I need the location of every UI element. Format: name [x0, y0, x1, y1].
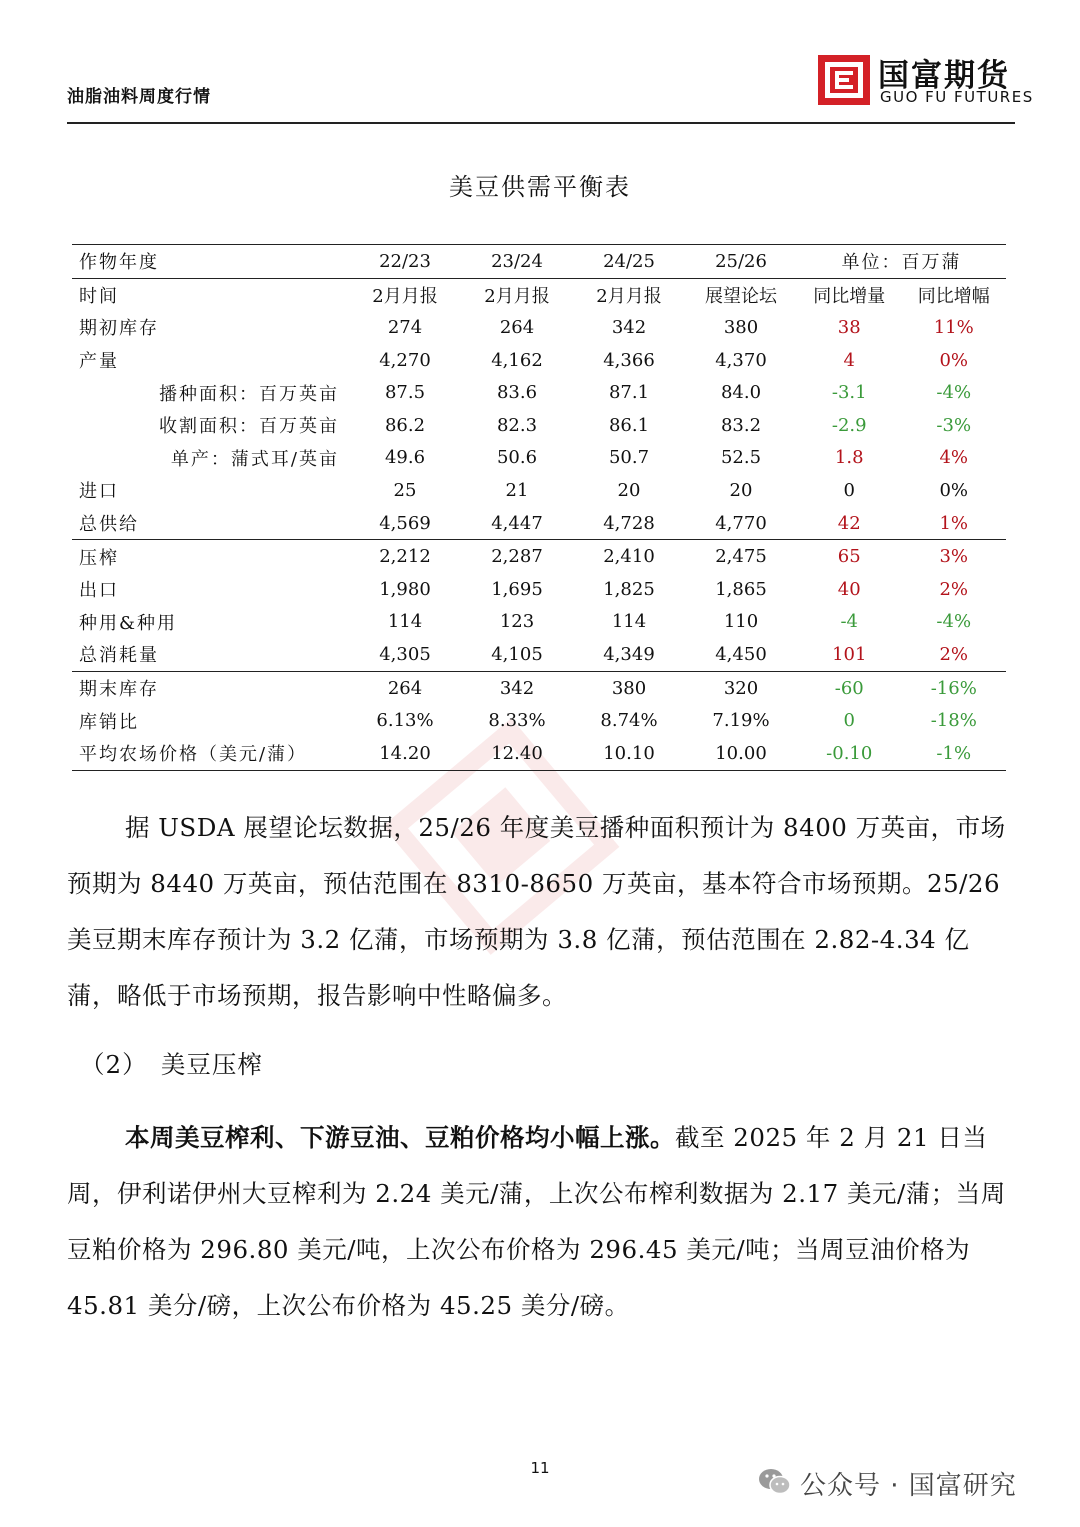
yoy-change: -2.9 [831, 414, 867, 436]
header-cell: 2月月报 [349, 278, 461, 311]
cell: 320 [685, 671, 797, 704]
header-cell: 23/24 [461, 245, 573, 279]
cell: 274 [387, 316, 423, 338]
cell: 25 [393, 479, 417, 501]
logo-company-name: 国富期货 [878, 58, 1010, 94]
header-cell: 24/25 [573, 245, 685, 279]
yoy-change: 1.8 [834, 447, 864, 469]
header-cell: 展望论坛 [685, 278, 797, 311]
row-label: 平均农场价格（美元/蒲） [72, 737, 349, 770]
cell: 87.5 [384, 382, 426, 404]
cell: 2,287 [461, 540, 573, 573]
yoy-pct: -18% [930, 710, 977, 732]
cell: 14.20 [349, 737, 461, 770]
yoy-change: 4 [843, 349, 855, 371]
cell: 50.7 [608, 447, 650, 469]
cell: 84.0 [720, 382, 762, 404]
table-row [72, 376, 1006, 409]
cell: 6.13% [376, 710, 434, 732]
cell: 4,162 [491, 349, 543, 371]
cell: 52.5 [720, 447, 762, 469]
report-title: 油脂油料周度行情 [67, 87, 211, 107]
table-row [72, 507, 1006, 540]
cell: 12.40 [461, 737, 573, 770]
yoy-pct: 0% [939, 479, 969, 501]
yoy-change: 65 [797, 540, 902, 573]
unit-label: 单位：百万蒲 [797, 245, 1006, 279]
row-label: 期初库存 [79, 318, 159, 340]
cell: 1,825 [603, 578, 655, 600]
yoy-change: 38 [837, 316, 861, 338]
paragraph-body: 截至 2025 年 2 月 21 日当周，伊利诺伊州大豆榨利为 2.24 美元/蒲，上次公布榨利数据为 2.17 美元/蒲；当周豆粕价格为 296.80 美元/吨，上次公布价格为 296.45 美元/吨；当周豆油价格为 45.81 美分/磅，上次公布价格为 45.25 美分/磅。 [67, 1123, 1006, 1320]
yoy-change: 42 [837, 512, 861, 534]
paragraph-lead: 本周美豆榨利、下游豆油、豆粕价格均小幅上涨。 [125, 1123, 675, 1152]
table-row [72, 540, 1006, 573]
page-number: 11 [530, 1459, 550, 1477]
cell: 7.19% [712, 710, 770, 732]
yoy-change: 101 [832, 643, 867, 665]
table-row [72, 311, 1006, 344]
row-label: 进口 [79, 481, 119, 503]
header-cell: 2月月报 [461, 278, 573, 311]
yoy-pct: 0% [939, 349, 969, 371]
cell: 8.33% [488, 710, 546, 732]
yoy-pct: 2% [939, 578, 969, 600]
table-row [72, 474, 1006, 507]
cell: 86.1 [608, 414, 650, 436]
cell: 10.00 [685, 737, 797, 770]
cell: 123 [499, 611, 535, 633]
yoy-change: -3.1 [831, 382, 867, 404]
cell: 4,366 [603, 349, 655, 371]
header-cell: 时间 [72, 278, 349, 311]
cell: 82.3 [496, 414, 538, 436]
yoy-change: 0 [843, 710, 855, 732]
yoy-pct: 3% [902, 540, 1007, 573]
header-cell: 作物年度 [72, 245, 349, 279]
table-row [72, 737, 1006, 770]
table-row [72, 442, 1006, 475]
cell: 86.2 [384, 414, 426, 436]
cell: 4,770 [715, 512, 767, 534]
cell: 87.1 [608, 382, 650, 404]
cell: 110 [723, 611, 759, 633]
row-label: 压榨 [72, 540, 349, 573]
header-cell: 同比增量 [797, 278, 902, 311]
cell: 4,569 [379, 512, 431, 534]
cell: 8.74% [600, 710, 658, 732]
yoy-pct: 11% [933, 316, 974, 338]
cell: 4,270 [379, 349, 431, 371]
paragraph-crush-margin [67, 1110, 1017, 1334]
yoy-pct: -16% [902, 671, 1007, 704]
table-row [72, 671, 1006, 704]
cell: 4,370 [715, 349, 767, 371]
yoy-pct: -1% [902, 737, 1007, 770]
cell: 1,695 [491, 578, 543, 600]
yoy-pct: 2% [939, 643, 969, 665]
cell: 1,865 [715, 578, 767, 600]
cell: 83.2 [720, 414, 762, 436]
cell: 49.6 [384, 447, 426, 469]
cell: 2,212 [349, 540, 461, 573]
row-label: 总供给 [79, 514, 139, 536]
table-row [72, 704, 1006, 737]
cell: 4,728 [603, 512, 655, 534]
table-row [72, 573, 1006, 606]
header-divider [67, 122, 1015, 124]
paragraph-usda-outlook: 据 USDA 展望论坛数据，25/26 年度美豆播种面积预计为 8400 万英亩，市场预期为 8440 万英亩，预估范围在 8310-8650 万英亩，基本符合市场预期。25/26 美豆期末库存预计为 3.2 亿蒲，市场预期为 3.8 亿蒲，预估范围在 2.82-4.34 亿蒲，略低于市场预期，报告影响中性略偏多。 [67, 813, 1006, 1010]
cell: 50.6 [496, 447, 538, 469]
cell: 264 [499, 316, 535, 338]
cell: 342 [461, 671, 573, 704]
yoy-pct: -3% [936, 414, 972, 436]
wechat-icon [757, 1466, 793, 1498]
cell: 380 [723, 316, 759, 338]
cell: 114 [611, 611, 647, 633]
cell: 4,349 [603, 643, 655, 665]
row-label: 期末库存 [72, 671, 349, 704]
cell: 2,410 [573, 540, 685, 573]
guofu-logo-icon [818, 55, 870, 105]
row-label: 库销比 [79, 711, 139, 733]
cell: 4,447 [491, 512, 543, 534]
cell: 342 [611, 316, 647, 338]
cell: 114 [387, 611, 423, 633]
logo-company-name-en: GUO FU FUTURES [880, 88, 1034, 106]
row-label: 单产：蒲式耳/英亩 [170, 448, 339, 470]
section-heading: （2） 美豆压榨 [80, 1050, 263, 1079]
cell: 1,980 [379, 578, 431, 600]
cell: 83.6 [496, 382, 538, 404]
cell: 4,105 [491, 643, 543, 665]
cell: 380 [573, 671, 685, 704]
yoy-pct: -4% [936, 382, 972, 404]
cell: 2,475 [685, 540, 797, 573]
row-label: 产量 [79, 351, 119, 373]
yoy-change: -4 [840, 611, 859, 633]
cell: 264 [349, 671, 461, 704]
yoy-pct: -4% [936, 611, 972, 633]
header-cell: 22/23 [349, 245, 461, 279]
cell: 4,450 [715, 643, 767, 665]
cell: 4,305 [379, 643, 431, 665]
yoy-change: -60 [797, 671, 902, 704]
header-cell: 25/26 [685, 245, 797, 279]
yoy-pct: 4% [939, 447, 969, 469]
table-row [72, 409, 1006, 442]
cell: 10.10 [573, 737, 685, 770]
table-row [72, 344, 1006, 377]
table-header-row [72, 245, 1006, 279]
table-title: 美豆供需平衡表 [449, 173, 631, 201]
header-cell: 同比增幅 [902, 278, 1007, 311]
balance-sheet-table [72, 244, 1006, 771]
yoy-change: 0 [843, 479, 855, 501]
cell: 21 [505, 479, 529, 501]
table-row [72, 638, 1006, 671]
table-row [72, 606, 1006, 639]
header-cell: 2月月报 [573, 278, 685, 311]
table-subheader-row [72, 278, 1006, 311]
yoy-change: -0.10 [797, 737, 902, 770]
yoy-pct: 1% [939, 512, 969, 534]
row-label: 播种面积：百万英亩 [159, 383, 339, 405]
row-label: 收割面积：百万英亩 [159, 416, 339, 438]
row-label: 出口 [79, 580, 119, 602]
wechat-account-label: 公众号 · 国富研究 [800, 1471, 1017, 1501]
cell: 20 [729, 479, 753, 501]
row-label: 总消耗量 [79, 645, 159, 667]
yoy-change: 40 [837, 578, 861, 600]
row-label: 种用&种用 [79, 612, 178, 634]
cell: 20 [617, 479, 641, 501]
